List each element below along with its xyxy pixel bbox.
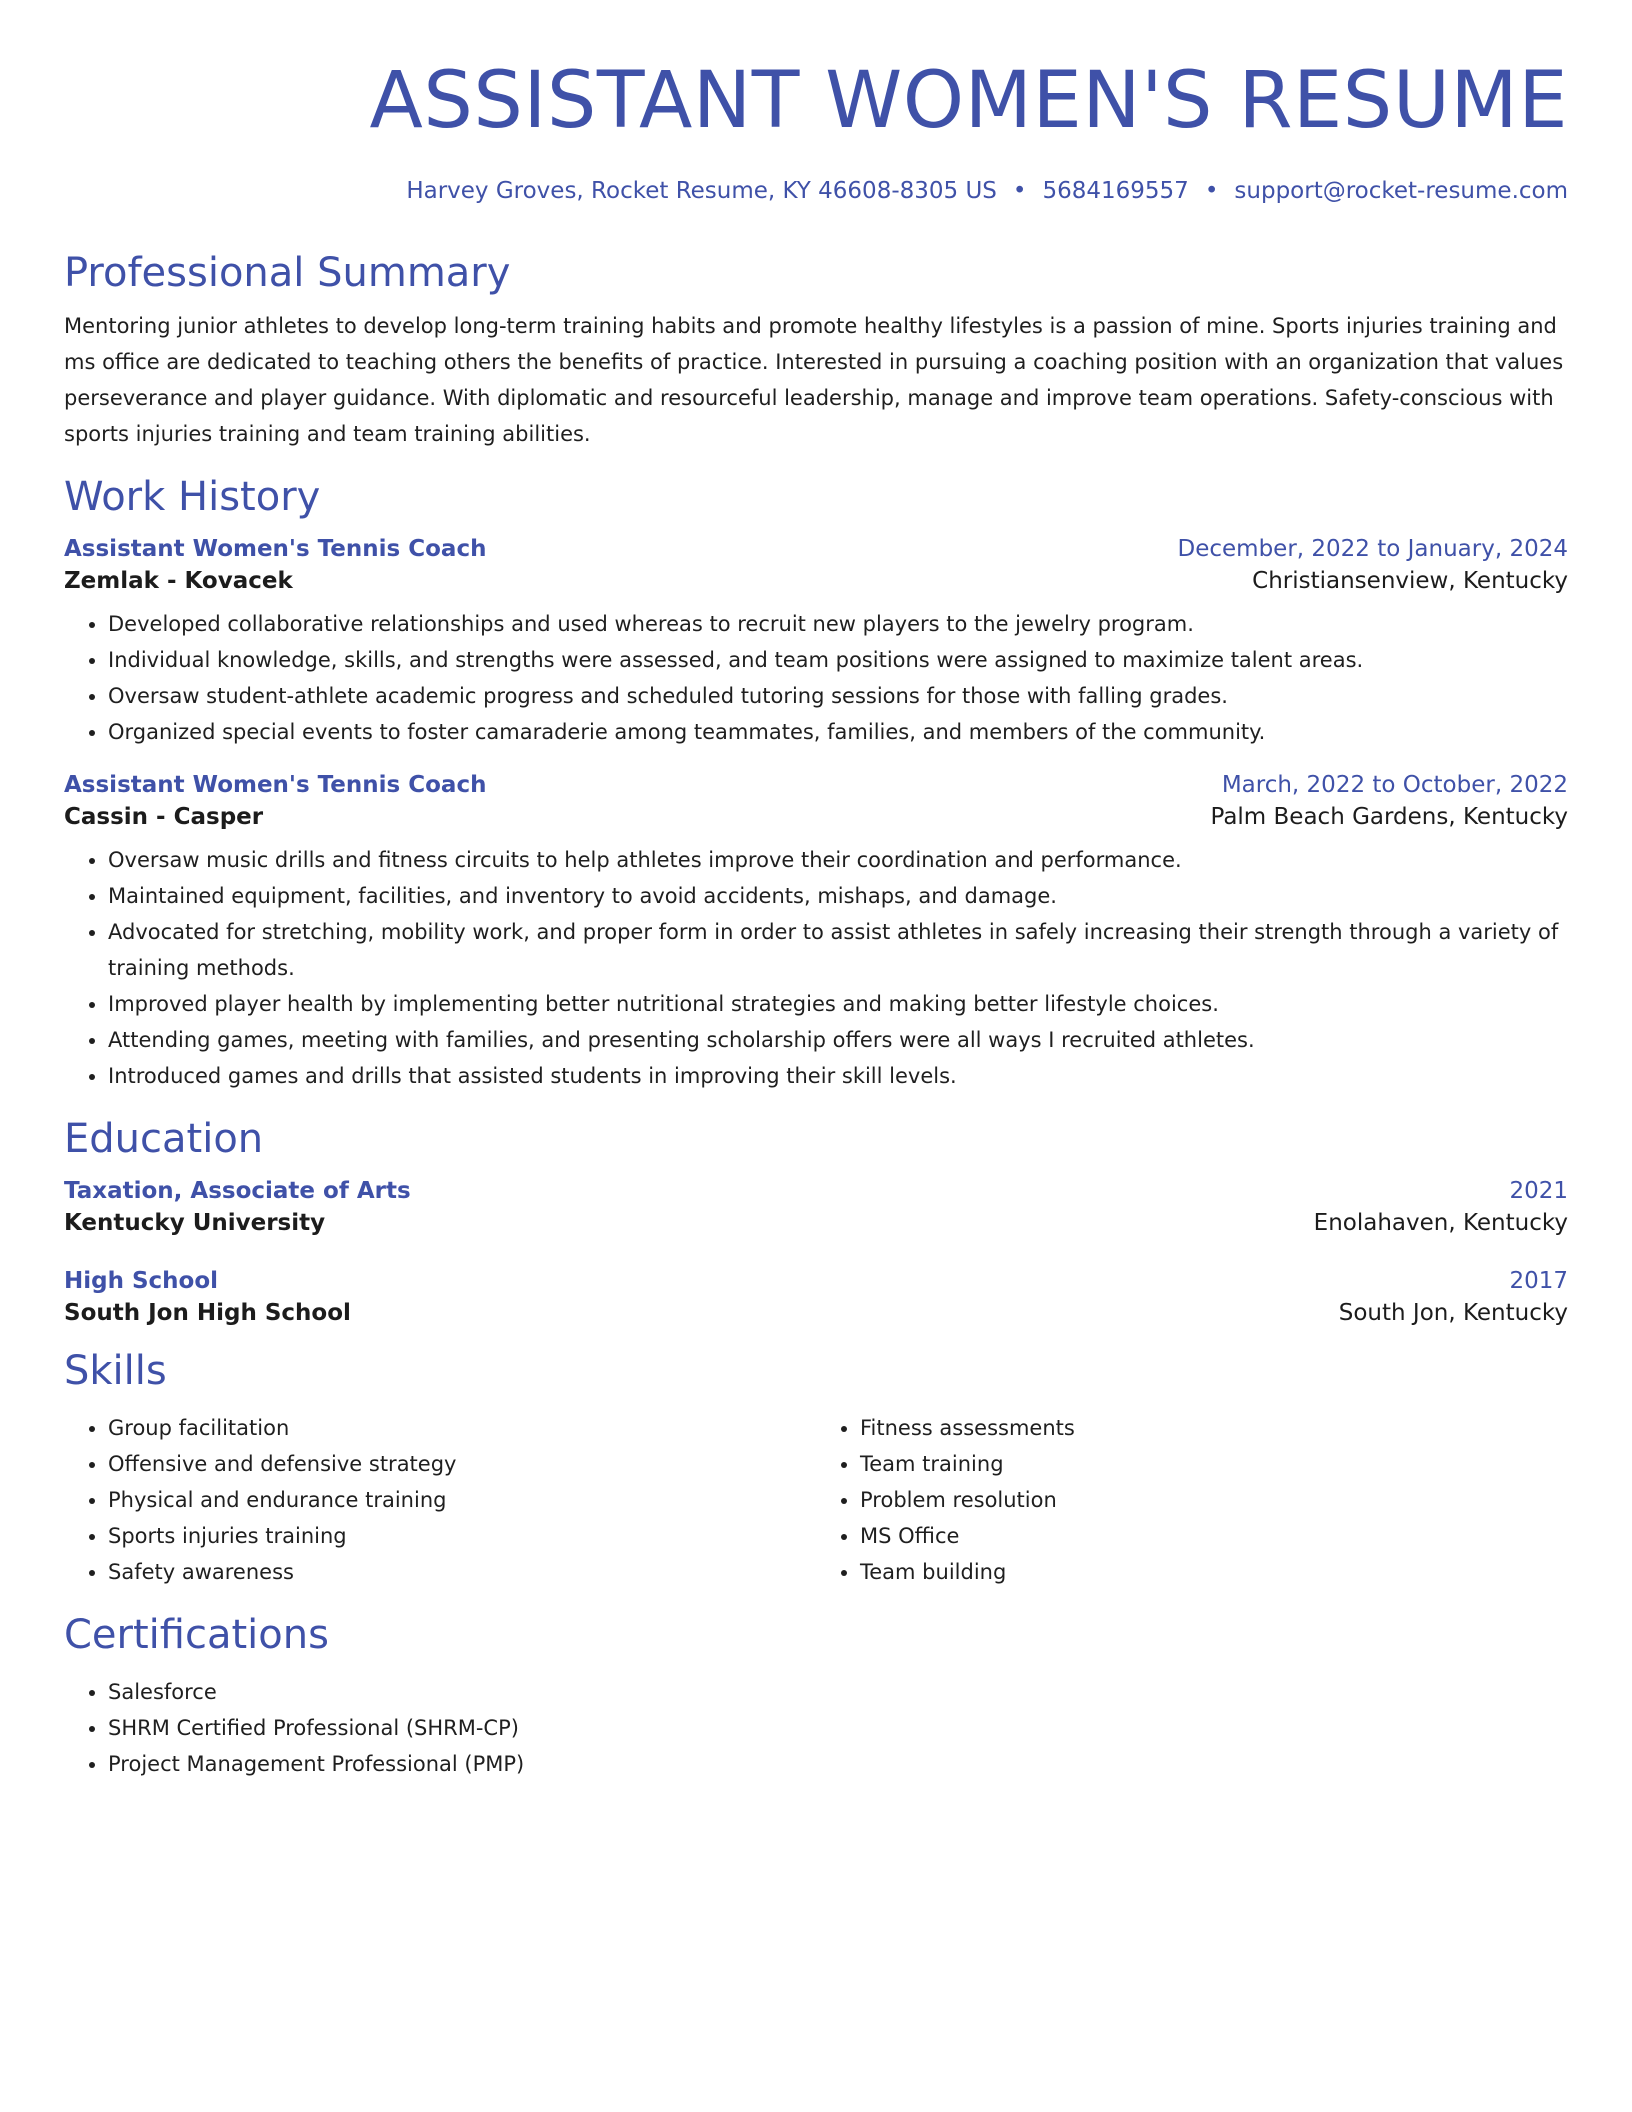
list-item: • Fitness assessments [860, 1410, 1568, 1446]
list-item: • Individual knowledge, skills, and strengths were assessed, and team positions were assigned to maximize talent areas. [108, 642, 1568, 678]
list-item: • Oversaw student-athlete academic progress and scheduled tutoring sessions for those with falling grades. [108, 678, 1568, 714]
list-item: • MS Office [860, 1518, 1568, 1554]
list-item: • Problem resolution [860, 1482, 1568, 1518]
job-location: Christiansenview, Kentucky [1252, 568, 1568, 594]
job-location: Palm Beach Gardens, Kentucky [1210, 804, 1568, 830]
skills-grid [64, 1410, 1568, 1590]
education-location: Enolahaven, Kentucky [1313, 1210, 1568, 1236]
list-item: • Improved player health by implementing better nutritional strategies and making better lifestyle choices. [108, 986, 1568, 1022]
job-subheader [64, 568, 1568, 594]
education-school: Kentucky University [64, 1210, 326, 1236]
education-year: 2017 [1509, 1268, 1568, 1294]
resume-title: ASSISTANT WOMEN'S RESUME [369, 56, 1568, 146]
contact-address: Harvey Groves, Rocket Resume, KY 46608-8305 US [406, 178, 997, 204]
list-item: • Salesforce [108, 1674, 1568, 1710]
job-dates: March, 2022 to October, 2022 [1221, 772, 1568, 798]
job-bullets [64, 842, 1568, 1094]
list-item: • Sports injuries training [108, 1518, 816, 1554]
job-company: Zemlak - Kovacek [64, 568, 293, 594]
education-degree: High School [64, 1268, 219, 1294]
education-header [64, 1268, 1568, 1294]
certifications-heading: Certifications [64, 1612, 329, 1658]
job-dates: December, 2022 to January, 2024 [1177, 536, 1568, 562]
job-title: Assistant Women's Tennis Coach [64, 536, 487, 562]
resume-page [64, 56, 1568, 1782]
contact-line [64, 176, 1568, 206]
job-bullets [64, 606, 1568, 750]
education-degree: Taxation, Associate of Arts [64, 1178, 411, 1204]
list-item: • Offensive and defensive strategy [108, 1446, 816, 1482]
list-item: • Developed collaborative relationships and used whereas to recruit new players to the jewelry program. [108, 606, 1568, 642]
contact-phone: 5684169557 [1042, 178, 1189, 204]
summary-text: Mentoring junior athletes to develop long-term training habits and promote healthy lifestyles is a passion of mine. Sports injuries training and ms office are dedicated to teaching others the benefits of practice. Interested in pursuing a coaching position with an organization that values perseverance and player guidance. With diplomatic and resourceful leadership, manage and improve team operations. Safety-conscious with sports injuries training and team training abilities. [64, 314, 1564, 446]
list-item: • Oversaw music drills and fitness circuits to help athletes improve their coordination and performance. [108, 842, 1568, 878]
list-item: • Advocated for stretching, mobility work, and proper form in order to assist athletes in safely increasing their strength through a variety of training methods. [108, 914, 1568, 986]
contact-separator: • [1204, 178, 1219, 204]
contact-email: support@rocket-resume.com [1234, 178, 1568, 204]
list-item: • Organized special events to foster camaraderie among teammates, families, and members of the community. [108, 714, 1568, 750]
skills-list-left [64, 1410, 816, 1590]
education-entry [64, 1178, 1568, 1236]
work-heading: Work History [64, 474, 321, 520]
list-item: • Group facilitation [108, 1410, 816, 1446]
job-subheader [64, 804, 1568, 830]
job-entry [64, 772, 1568, 1094]
skills-list-right [816, 1410, 1568, 1590]
list-item: • Maintained equipment, facilities, and inventory to avoid accidents, mishaps, and damage. [108, 878, 1568, 914]
job-company: Cassin - Casper [64, 804, 264, 830]
education-subheader [64, 1300, 1568, 1326]
list-item: • Project Management Professional (PMP) [108, 1746, 1568, 1782]
job-title: Assistant Women's Tennis Coach [64, 772, 487, 798]
list-item: • Team training [860, 1446, 1568, 1482]
contact-separator: • [1012, 178, 1027, 204]
education-heading: Education [64, 1116, 264, 1162]
skills-heading: Skills [64, 1348, 167, 1394]
list-item: • Team building [860, 1554, 1568, 1590]
job-header [64, 772, 1568, 798]
education-location: South Jon, Kentucky [1338, 1300, 1568, 1326]
list-item: • Physical and endurance training [108, 1482, 816, 1518]
summary-heading: Professional Summary [64, 250, 511, 296]
certifications-list [64, 1674, 1568, 1782]
education-entry [64, 1268, 1568, 1326]
education-header [64, 1178, 1568, 1204]
job-header [64, 536, 1568, 562]
education-year: 2021 [1509, 1178, 1568, 1204]
job-entry [64, 536, 1568, 750]
education-school: South Jon High School [64, 1300, 351, 1326]
list-item: • Attending games, meeting with families, and presenting scholarship offers were all ways I recruited athletes. [108, 1022, 1568, 1058]
list-item: • Safety awareness [108, 1554, 816, 1590]
list-item: • SHRM Certified Professional (SHRM-CP) [108, 1710, 1568, 1746]
education-subheader [64, 1210, 1568, 1236]
list-item: • Introduced games and drills that assisted students in improving their skill levels. [108, 1058, 1568, 1094]
